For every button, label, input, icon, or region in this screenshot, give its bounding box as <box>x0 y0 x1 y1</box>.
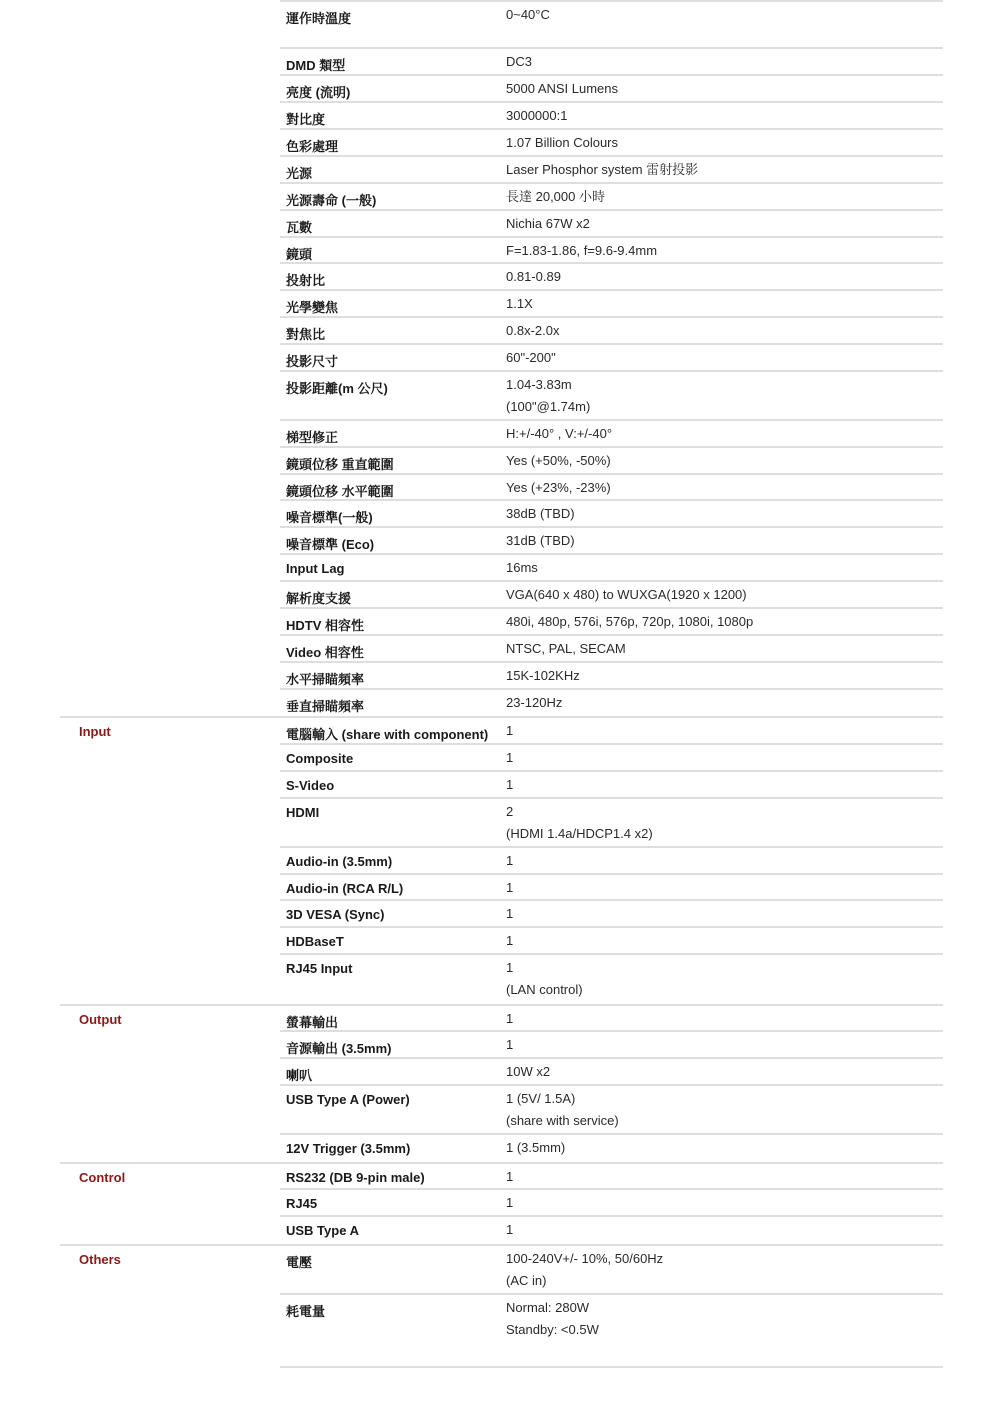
spec-value-line: 1 <box>506 1222 514 1237</box>
spec-value <box>506 877 513 899</box>
spec-value-line: (share with service) <box>506 1113 619 1128</box>
spec-value <box>506 774 513 796</box>
spec-value-line: 5000 ANSI Lumens <box>506 81 619 96</box>
spec-value-line: 1 <box>506 1037 514 1052</box>
row-divider <box>280 553 943 555</box>
spec-label: 噪音標準(一般) <box>286 510 373 525</box>
spec-value <box>506 1061 550 1083</box>
spec-value-line: 1 <box>506 1195 514 1210</box>
spec-value-line: 0.81-0.89 <box>506 269 561 284</box>
spec-value-line: F=1.83-1.86, f=9.6-9.4mm <box>506 243 658 258</box>
row-divider <box>280 343 943 345</box>
spec-value-line: Nichia 67W x2 <box>506 216 590 231</box>
row-divider <box>280 770 943 772</box>
spec-value-line: 23-120Hz <box>506 695 563 710</box>
spec-label: 鏡頭位移 水平範圍 <box>286 484 394 499</box>
spec-value <box>506 320 559 342</box>
spec-label: DMD 類型 <box>286 58 346 73</box>
spec-value-line: 長達 20,000 小時 <box>506 189 605 204</box>
spec-label: Composite <box>286 751 354 766</box>
spec-value-line: 100-240V+/- 10%, 50/60Hz <box>506 1251 664 1266</box>
spec-label: 光源壽命 (一般) <box>286 193 377 208</box>
section-divider <box>60 716 943 718</box>
spec-value <box>506 1137 565 1159</box>
row-divider <box>280 607 943 609</box>
spec-label: 對比度 <box>286 112 326 127</box>
spec-value-line: 31dB (TBD) <box>506 533 575 548</box>
row-divider <box>280 316 943 318</box>
spec-label: 亮度 (流明) <box>286 85 351 100</box>
spec-value <box>506 665 580 687</box>
spec-label: 鏡頭位移 重直範圍 <box>286 457 394 472</box>
row-divider <box>280 419 943 421</box>
spec-value-line: NTSC, PAL, SECAM <box>506 641 626 656</box>
spec-value-line: 0.8x-2.0x <box>506 323 560 338</box>
section-divider <box>60 1004 943 1006</box>
spec-value-line: (100"@1.74m) <box>506 399 591 414</box>
spec-label: RJ45 <box>286 1196 318 1211</box>
spec-label: Audio-in (3.5mm) <box>286 854 393 869</box>
spec-value-line: 1 <box>506 1169 514 1184</box>
row-divider <box>280 182 943 184</box>
section-divider <box>60 1162 943 1164</box>
spec-value-line: 0~40°C <box>506 7 550 22</box>
spec-label: Video 相容性 <box>286 645 364 660</box>
spec-value-line: 1 <box>506 906 514 921</box>
spec-value <box>506 1166 513 1188</box>
spec-value <box>506 4 550 26</box>
spec-label: 解析度支援 <box>286 591 352 606</box>
spec-value <box>506 1297 599 1341</box>
spec-label: HDTV 相容性 <box>286 618 365 633</box>
row-divider <box>280 1030 943 1032</box>
spec-label: 瓦數 <box>286 220 313 235</box>
spec-label: 電腦輸入 (share with component) <box>286 727 489 742</box>
row-divider <box>280 1057 943 1059</box>
spec-value <box>506 801 653 845</box>
spec-value-line: Yes (+23%, -23%) <box>506 480 611 495</box>
spec-value <box>506 747 513 769</box>
spec-value <box>506 1008 513 1030</box>
spec-value-line: VGA(640 x 480) to WUXGA(1920 x 1200) <box>506 587 747 602</box>
row-divider <box>280 926 943 928</box>
row-divider <box>280 846 943 848</box>
spec-label: 運作時溫度 <box>286 11 352 26</box>
category-label: Control <box>79 1170 126 1185</box>
spec-value-line: 1.07 Billion Colours <box>506 135 619 150</box>
spec-label: RS232 (DB 9-pin male) <box>286 1170 425 1185</box>
spec-value <box>506 423 612 445</box>
row-divider <box>280 580 943 582</box>
row-divider <box>280 370 943 372</box>
spec-value-line: 1.04-3.83m <box>506 377 572 392</box>
spec-value <box>506 503 575 525</box>
spec-value-line: (AC in) <box>506 1273 547 1288</box>
spec-value-line: 1 <box>506 880 514 895</box>
spec-value <box>506 266 561 288</box>
row-divider <box>280 526 943 528</box>
spec-label: 色彩處理 <box>286 139 339 154</box>
spec-label: 水平掃瞄頻率 <box>286 672 365 687</box>
spec-label: 梯型修正 <box>286 430 339 445</box>
spec-value <box>506 1034 513 1056</box>
spec-label: USB Type A <box>286 1223 359 1238</box>
spec-value-line: 38dB (TBD) <box>506 506 575 521</box>
spec-value <box>506 51 532 73</box>
spec-value <box>506 557 538 579</box>
category-label: Output <box>79 1012 122 1027</box>
spec-value <box>506 930 513 952</box>
spec-value-line: DC3 <box>506 54 533 69</box>
spec-label: S-Video <box>286 778 335 793</box>
spec-label: 投射比 <box>286 273 326 288</box>
spec-value-line: Laser Phosphor system 雷射投影 <box>506 162 699 177</box>
row-divider <box>280 661 943 663</box>
spec-value-line: 1 <box>506 1011 514 1026</box>
spec-value-line: H:+/-40° , V:+/-40° <box>506 426 613 441</box>
spec-value <box>506 293 533 315</box>
spec-value-line: 1 (5V/ 1.5A) <box>506 1091 576 1106</box>
spec-value <box>506 720 513 742</box>
row-divider <box>280 262 943 264</box>
row-divider <box>280 209 943 211</box>
spec-label: RJ45 Input <box>286 961 353 976</box>
row-divider <box>280 634 943 636</box>
row-divider <box>280 155 943 157</box>
row-divider <box>280 236 943 238</box>
spec-label: 音源輸出 (3.5mm) <box>286 1041 392 1056</box>
spec-label: Audio-in (RCA R/L) <box>286 881 404 896</box>
row-divider <box>280 499 943 501</box>
spec-value-line: 480i, 480p, 576i, 576p, 720p, 1080i, 1080p <box>506 614 754 629</box>
spec-value-line: (LAN control) <box>506 982 583 997</box>
spec-value <box>506 374 590 418</box>
spec-value <box>506 1088 619 1132</box>
row-divider <box>280 101 943 103</box>
spec-value <box>506 105 567 127</box>
spec-value <box>506 903 513 925</box>
spec-value <box>506 957 583 1001</box>
spec-value <box>506 1248 663 1292</box>
row-divider <box>280 47 943 49</box>
spec-label: HDBaseT <box>286 934 344 949</box>
spec-value <box>506 213 590 235</box>
spec-label: 投影距離(m 公尺) <box>286 381 388 396</box>
spec-label: 電壓 <box>286 1255 313 1270</box>
spec-value <box>506 1219 513 1241</box>
spec-value-line: (HDMI 1.4a/HDCP1.4 x2) <box>506 826 653 841</box>
row-divider <box>280 1293 943 1295</box>
table-end-divider <box>280 1366 943 1368</box>
spec-label: 12V Trigger (3.5mm) <box>286 1141 411 1156</box>
spec-value <box>506 530 575 552</box>
spec-value <box>506 347 556 369</box>
spec-value <box>506 638 626 660</box>
spec-label: HDMI <box>286 805 320 820</box>
row-divider <box>280 128 943 130</box>
spec-value-line: 60"-200" <box>506 350 556 365</box>
spec-label: Input Lag <box>286 561 345 576</box>
spec-value-line: 16ms <box>506 560 538 575</box>
row-divider <box>280 74 943 76</box>
spec-value <box>506 78 618 100</box>
spec-value <box>506 1192 513 1214</box>
spec-label: 光源 <box>286 166 313 181</box>
spec-value <box>506 240 657 262</box>
spec-value <box>506 611 753 633</box>
spec-label: 3D VESA (Sync) <box>286 907 385 922</box>
spec-label: 螢幕輸出 <box>286 1015 339 1030</box>
spec-value-line: 1 <box>506 777 514 792</box>
row-divider <box>280 688 943 690</box>
spec-value <box>506 692 562 714</box>
row-divider <box>280 743 943 745</box>
spec-label: 喇叭 <box>286 1068 313 1083</box>
row-divider <box>280 1084 943 1086</box>
category-label: Others <box>79 1252 121 1267</box>
spec-value-line: 1.1X <box>506 296 533 311</box>
row-divider <box>280 473 943 475</box>
spec-value <box>506 584 747 606</box>
spec-label: 噪音標準 (Eco) <box>286 537 375 552</box>
spec-value-line: 1 <box>506 853 514 868</box>
spec-label: 對焦比 <box>286 327 326 342</box>
spec-value-line: 2 <box>506 804 514 819</box>
spec-label: 耗電量 <box>286 1304 326 1319</box>
category-label: Input <box>79 724 111 739</box>
row-divider <box>280 1133 943 1135</box>
spec-value-line: Normal: 280W <box>506 1300 590 1315</box>
row-divider <box>280 1188 943 1190</box>
row-divider <box>280 289 943 291</box>
section-divider <box>60 1244 943 1246</box>
spec-value-line: Standby: <0.5W <box>506 1322 599 1337</box>
spec-value <box>506 186 605 208</box>
spec-label: 垂直掃瞄頻率 <box>286 699 365 714</box>
row-divider <box>280 953 943 955</box>
spec-value <box>506 450 611 472</box>
row-divider <box>280 899 943 901</box>
row-divider <box>280 446 943 448</box>
spec-value-line: 1 (3.5mm) <box>506 1140 566 1155</box>
spec-value-line: 3000000:1 <box>506 108 568 123</box>
spec-value-line: Yes (+50%, -50%) <box>506 453 611 468</box>
spec-value-line: 1 <box>506 750 514 765</box>
spec-label: 投影尺寸 <box>286 354 339 369</box>
row-divider <box>280 797 943 799</box>
row-divider <box>280 873 943 875</box>
spec-value-line: 1 <box>506 933 514 948</box>
row-divider <box>280 0 943 2</box>
spec-value <box>506 132 618 154</box>
spec-value <box>506 477 611 499</box>
spec-label: 光學變焦 <box>286 300 339 315</box>
spec-label: 鏡頭 <box>286 247 313 262</box>
spec-value-line: 15K-102KHz <box>506 668 580 683</box>
row-divider <box>280 1215 943 1217</box>
spec-value <box>506 159 698 181</box>
spec-value-line: 10W x2 <box>506 1064 551 1079</box>
spec-value <box>506 850 513 872</box>
spec-label: USB Type A (Power) <box>286 1092 410 1107</box>
spec-value-line: 1 <box>506 960 514 975</box>
spec-value-line: 1 <box>506 723 514 738</box>
